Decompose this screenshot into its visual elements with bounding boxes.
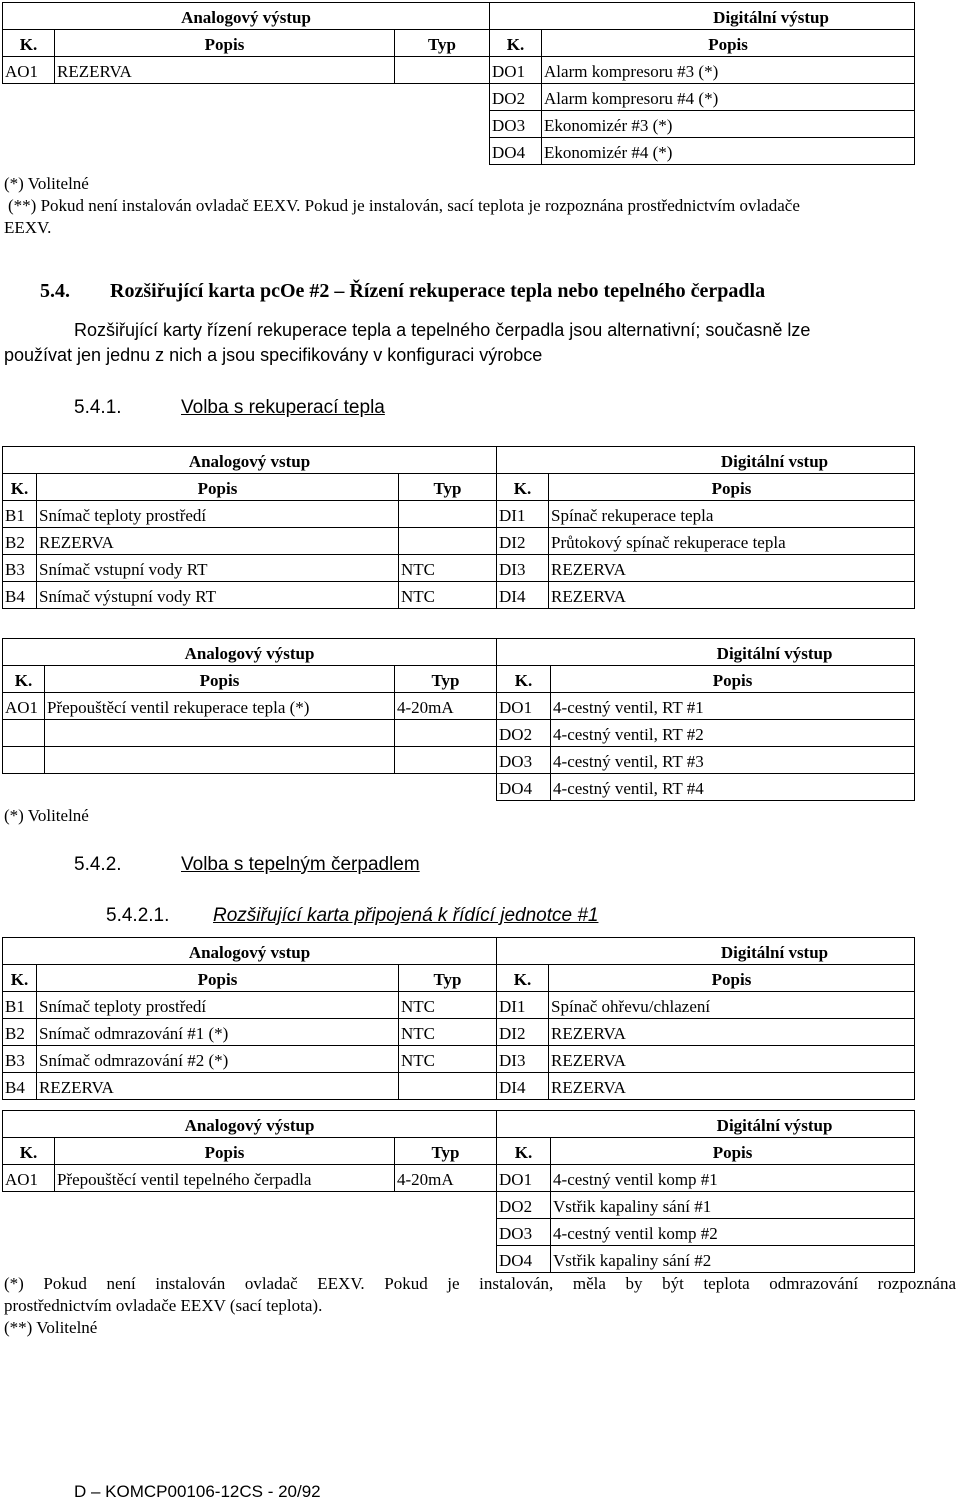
table-cell: B4	[3, 582, 37, 609]
table-header: K.	[3, 30, 55, 57]
table-cell: 4-20mA	[395, 693, 497, 720]
table-row	[3, 693, 915, 720]
table-cell: DI3	[497, 555, 549, 582]
table-title-right: Digitální výstup	[497, 639, 915, 666]
table-cell: DI1	[497, 992, 549, 1019]
section-title: Rozšiřující karta pcOe #2 – Řízení rekuperace tepla nebo tepelného čerpadla	[110, 280, 766, 302]
table-cell: Snímač odmrazování #2 (*)	[37, 1046, 399, 1073]
table-cell: REZERVA	[549, 582, 915, 609]
table-cell	[3, 138, 55, 165]
table-cell	[3, 1219, 55, 1246]
table-cell: NTC	[399, 555, 497, 582]
table-cell: 4-20mA	[395, 1165, 497, 1192]
table-cell: DO2	[490, 84, 542, 111]
table-cell: 4-cestný ventil, RT #2	[551, 720, 915, 747]
table-cell: NTC	[399, 1019, 497, 1046]
table-cell: 4-cestný ventil, RT #3	[551, 747, 915, 774]
table-row	[3, 992, 915, 1019]
table-cell: B1	[3, 992, 37, 1019]
footnote: prostřednictvím ovladače EEXV (sací teplota).	[4, 1296, 323, 1315]
table-cell: B4	[3, 1073, 37, 1100]
table-cell	[395, 1246, 497, 1273]
table-cell: REZERVA	[549, 555, 915, 582]
table-cell: DI1	[497, 501, 549, 528]
table-cell	[45, 774, 395, 801]
table-cell: REZERVA	[37, 528, 399, 555]
table-title-right: Digitální vstup	[497, 938, 915, 965]
table-cell	[3, 747, 45, 774]
table-cell	[399, 501, 497, 528]
table-header: K.	[3, 965, 37, 992]
table-cell	[3, 84, 55, 111]
table-title-right: Digitální vstup	[497, 447, 915, 474]
table-row	[3, 774, 915, 801]
table-title-left: Analogový vstup	[3, 938, 497, 965]
table-cell: REZERVA	[549, 1019, 915, 1046]
table-analog-digital-input-2	[2, 937, 915, 1100]
table-row	[3, 1073, 915, 1100]
table-cell: NTC	[399, 992, 497, 1019]
table-cell	[395, 1219, 497, 1246]
table-header: Typ	[399, 965, 497, 992]
table-cell: B3	[3, 555, 37, 582]
table-cell: DO4	[490, 138, 542, 165]
table-row	[3, 1165, 915, 1192]
subsection-title: Volba s tepelným čerpadlem	[181, 854, 420, 875]
table-cell: REZERVA	[549, 1073, 915, 1100]
table-header: Popis	[549, 474, 915, 501]
table-cell: DO3	[497, 747, 551, 774]
table-row	[3, 1246, 915, 1273]
table-cell: 4-cestný ventil komp #2	[551, 1219, 915, 1246]
table-header: Popis	[551, 666, 915, 693]
table-cell: 4-cestný ventil, RT #1	[551, 693, 915, 720]
table-cell	[395, 1192, 497, 1219]
table-cell	[3, 774, 45, 801]
table-cell: Přepouštěcí ventil tepelného čerpadla	[55, 1165, 395, 1192]
table-cell: DO4	[497, 774, 551, 801]
table-header: Popis	[37, 474, 399, 501]
table-analog-digital-output-3	[2, 1110, 915, 1273]
paragraph-line: Rozšiřující karty řízení rekuperace tepla a tepelného čerpadla jsou alternativní; současně lze	[74, 320, 811, 340]
table-title-right: Digitální výstup	[490, 3, 915, 30]
subsection-title: Rozšiřující karta připojená k řídící jednotce #1	[213, 905, 599, 926]
table-header: K.	[3, 474, 37, 501]
table-analog-digital-input-1	[2, 446, 915, 609]
table-cell: AO1	[3, 57, 55, 84]
table-cell	[395, 720, 497, 747]
table-title-right: Digitální výstup	[497, 1111, 915, 1138]
table-cell: Ekonomizér #4 (*)	[542, 138, 915, 165]
table-row	[3, 1046, 915, 1073]
table-cell: DO1	[497, 1165, 551, 1192]
table-cell: B2	[3, 528, 37, 555]
table-cell	[395, 138, 490, 165]
table-cell	[399, 528, 497, 555]
page-footer: D – KOMCP00106-12CS - 20/92	[74, 1482, 321, 1501]
subsection-title: Volba s rekuperací tepla	[181, 397, 385, 418]
table-cell: NTC	[399, 1046, 497, 1073]
table-cell: DI3	[497, 1046, 549, 1073]
footnote: (*) Volitelné	[4, 806, 89, 825]
table-header: Typ	[395, 1138, 497, 1165]
table-row	[3, 555, 915, 582]
table-row	[3, 747, 915, 774]
table-cell: AO1	[3, 1165, 55, 1192]
table-header: K.	[497, 666, 551, 693]
table-cell: B1	[3, 501, 37, 528]
paragraph-line: používat jen jednu z nich a jsou specifikovány v konfiguraci výrobce	[4, 345, 543, 365]
table-cell: Snímač teploty prostředí	[37, 501, 399, 528]
table-cell	[399, 1073, 497, 1100]
table-analog-digital-output-1	[2, 2, 915, 165]
table-header: Popis	[55, 1138, 395, 1165]
table-cell: Snímač vstupní vody RT	[37, 555, 399, 582]
table-row	[3, 1219, 915, 1246]
table-cell	[55, 1219, 395, 1246]
table-header: Popis	[551, 1138, 915, 1165]
table-row	[3, 1192, 915, 1219]
table-header: K.	[3, 1138, 55, 1165]
table-row	[3, 528, 915, 555]
table-header: Popis	[55, 30, 395, 57]
table-header: K.	[3, 666, 45, 693]
table-analog-digital-output-2	[2, 638, 915, 801]
table-header: Typ	[399, 474, 497, 501]
table-row	[3, 57, 915, 84]
table-header: Typ	[395, 666, 497, 693]
table-cell	[395, 774, 497, 801]
table-cell: DO2	[497, 720, 551, 747]
table-cell: Přepouštěcí ventil rekuperace tepla (*)	[45, 693, 395, 720]
table-cell: Spínač ohřevu/chlazení	[549, 992, 915, 1019]
table-row	[3, 501, 915, 528]
table-cell	[395, 111, 490, 138]
table-cell: B2	[3, 1019, 37, 1046]
footnote: (**) Pokud není instalován ovladač EEXV. Pokud je instalován, sací teplota je rozpoznána prostřednictvím ovladače	[8, 196, 800, 215]
table-cell: 4-cestný ventil komp #1	[551, 1165, 915, 1192]
table-cell: DI2	[497, 528, 549, 555]
table-row	[3, 582, 915, 609]
table-cell	[395, 747, 497, 774]
table-cell: DO3	[490, 111, 542, 138]
table-cell: Spínač rekuperace tepla	[549, 501, 915, 528]
table-cell: DI2	[497, 1019, 549, 1046]
table-cell	[395, 84, 490, 111]
subsection-number: 5.4.2.	[74, 854, 122, 875]
table-cell	[3, 1246, 55, 1273]
table-cell: Průtokový spínač rekuperace tepla	[549, 528, 915, 555]
table-cell: Alarm kompresoru #4 (*)	[542, 84, 915, 111]
table-cell: NTC	[399, 582, 497, 609]
table-cell	[45, 747, 395, 774]
table-row	[3, 720, 915, 747]
table-cell: Snímač teploty prostředí	[37, 992, 399, 1019]
table-title-left: Analogový vstup	[3, 447, 497, 474]
table-header: Typ	[395, 30, 490, 57]
table-cell: Ekonomizér #3 (*)	[542, 111, 915, 138]
table-cell	[55, 84, 395, 111]
table-header: Popis	[37, 965, 399, 992]
table-row	[3, 111, 915, 138]
table-cell: DI4	[497, 1073, 549, 1100]
footnote: (**) Volitelné	[4, 1318, 98, 1337]
table-header: K.	[497, 474, 549, 501]
footnote: (*) Volitelné	[4, 174, 89, 193]
table-header: Popis	[45, 666, 395, 693]
table-cell: DO3	[497, 1219, 551, 1246]
table-cell	[45, 720, 395, 747]
table-cell: REZERVA	[55, 57, 395, 84]
table-cell: DO2	[497, 1192, 551, 1219]
table-cell: REZERVA	[37, 1073, 399, 1100]
table-cell	[3, 1192, 55, 1219]
table-cell: DO1	[497, 693, 551, 720]
section-number: 5.4.	[40, 280, 70, 302]
table-row	[3, 138, 915, 165]
table-cell: Vstřik kapaliny sání #2	[551, 1246, 915, 1273]
table-cell: Vstřik kapaliny sání #1	[551, 1192, 915, 1219]
table-cell: 4-cestný ventil, RT #4	[551, 774, 915, 801]
table-header: Popis	[542, 30, 915, 57]
table-cell: Snímač odmrazování #1 (*)	[37, 1019, 399, 1046]
table-cell: AO1	[3, 693, 45, 720]
table-cell	[3, 720, 45, 747]
footnote: EEXV.	[4, 218, 52, 237]
table-cell	[55, 111, 395, 138]
table-cell	[55, 1192, 395, 1219]
table-cell: Snímač výstupní vody RT	[37, 582, 399, 609]
table-header: K.	[490, 30, 542, 57]
table-header: Popis	[549, 965, 915, 992]
table-cell: Alarm kompresoru #3 (*)	[542, 57, 915, 84]
footnote: (*) Pokud není instalován ovladač EEXV. Pokud je instalován, měla by být teplota odmrazování rozpoznána	[4, 1274, 956, 1293]
table-title-left: Analogový výstup	[3, 1111, 497, 1138]
subsection-number: 5.4.1.	[74, 397, 122, 418]
table-header: K.	[497, 965, 549, 992]
table-title-left: Analogový výstup	[3, 3, 490, 30]
table-title-left: Analogový výstup	[3, 639, 497, 666]
table-cell: DI4	[497, 582, 549, 609]
table-header: K.	[497, 1138, 551, 1165]
subsection-number: 5.4.2.1.	[106, 905, 170, 926]
table-cell	[55, 1246, 395, 1273]
table-cell: B3	[3, 1046, 37, 1073]
table-cell: DO4	[497, 1246, 551, 1273]
table-cell	[55, 138, 395, 165]
table-cell: REZERVA	[549, 1046, 915, 1073]
table-cell	[3, 111, 55, 138]
table-row	[3, 1019, 915, 1046]
table-row	[3, 84, 915, 111]
table-cell	[395, 57, 490, 84]
table-cell: DO1	[490, 57, 542, 84]
